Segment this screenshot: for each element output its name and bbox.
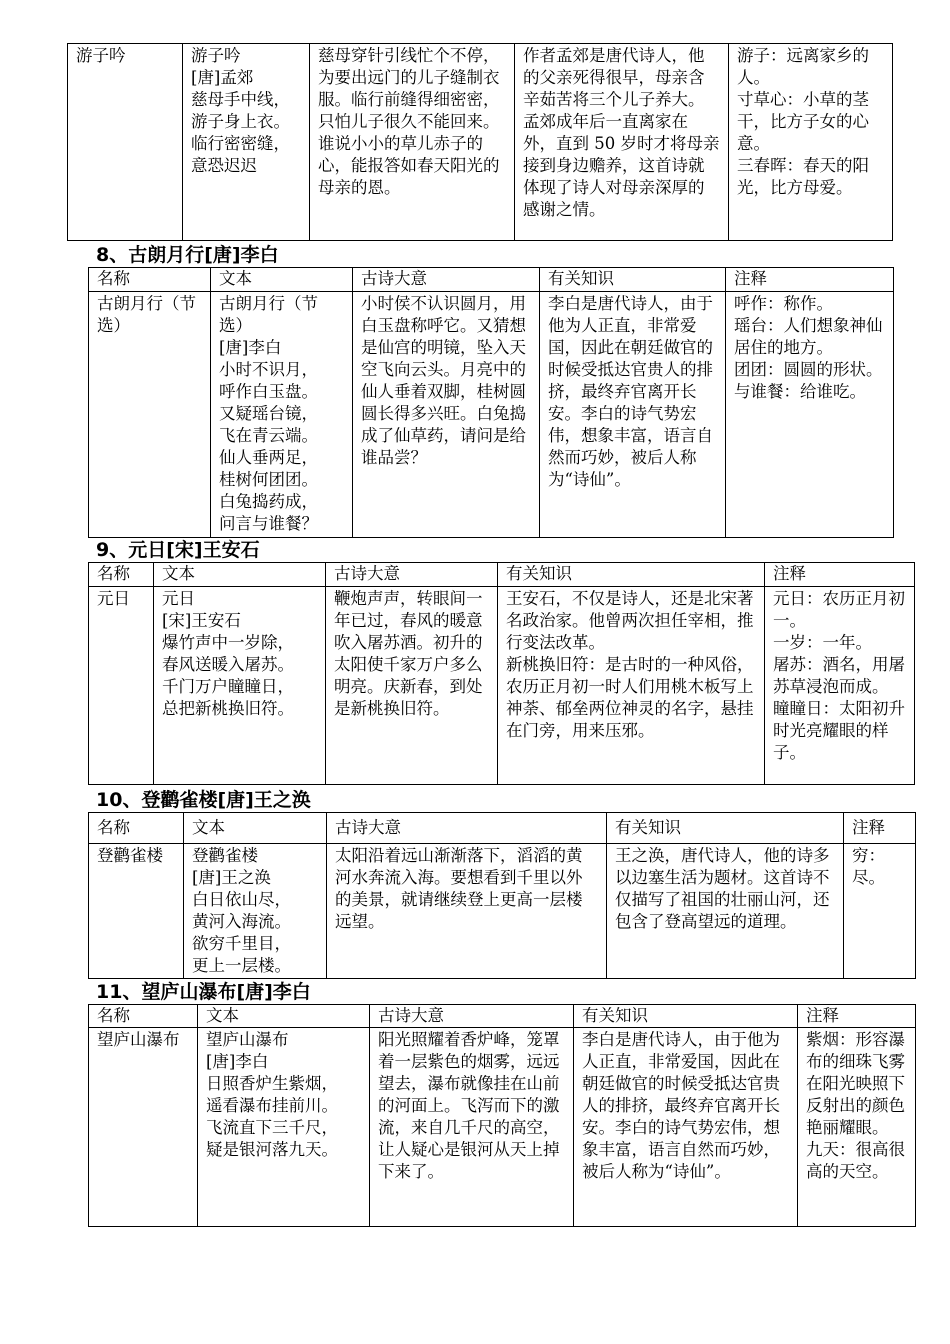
poem-name-cell: 登鹳雀楼 bbox=[89, 844, 184, 979]
column-header-text: 文本 bbox=[154, 563, 326, 587]
poem-text-cell: 元日 [宋]王安石 爆竹声中一岁除， 春风送暖入屠苏。 千门万户瞳瞳日， 总把新桃换旧符。 bbox=[154, 587, 326, 785]
table-row bbox=[89, 292, 894, 538]
poem-name-cell: 望庐山瀑布 bbox=[89, 1028, 198, 1227]
poem-table-youziyin bbox=[67, 43, 892, 241]
poem-meaning-cell: 鞭炮声声，转眼间一年已过，春风的暖意吹入屠苏酒。初升的太阳使千家万户多么明亮。庆新春，到处是新桃换旧符。 bbox=[326, 587, 498, 785]
poem-table bbox=[88, 562, 915, 785]
poem-name-cell: 古朗月行（节选） bbox=[89, 292, 211, 538]
column-header-knowledge: 有关知识 bbox=[607, 813, 844, 844]
poem-table bbox=[88, 812, 916, 979]
section-heading-10: 10、登鹳雀楼[唐]王之涣 bbox=[96, 789, 311, 811]
column-header-text: 文本 bbox=[184, 813, 327, 844]
column-header-notes: 注释 bbox=[798, 1005, 916, 1028]
poem-table-gulangyuexing bbox=[88, 267, 893, 538]
column-header-name: 名称 bbox=[89, 268, 211, 292]
poem-table-yuanri bbox=[88, 562, 914, 785]
column-header-name: 名称 bbox=[89, 813, 184, 844]
column-header-text: 文本 bbox=[198, 1005, 370, 1028]
table-header-row bbox=[89, 1005, 916, 1028]
column-header-meaning: 古诗大意 bbox=[370, 1005, 574, 1028]
column-header-knowledge: 有关知识 bbox=[540, 268, 726, 292]
poem-text-cell: 游子吟 [唐]孟郊 慈母手中线， 游子身上衣。 临行密密缝， 意恐迟迟 bbox=[183, 44, 310, 241]
poem-name-cell: 元日 bbox=[89, 587, 154, 785]
poem-meaning-cell: 阳光照耀着香炉峰，笼罩着一层紫色的烟雾，远远望去，瀑布就像挂在山前的河面上。飞泻而下的激流，来自几千尺的高空，让人疑心是银河从天上掉下来了。 bbox=[370, 1028, 574, 1227]
poem-table bbox=[88, 1004, 916, 1227]
poem-knowledge-cell: 李白是唐代诗人，由于他为人正直，非常爱国，因此在朝廷做官的时候受抵达官贵人的排挤，最终弃官离开长安。李白的诗气势宏伟，想象丰富，语言自然而巧妙，被后人称为“诗仙”。 bbox=[540, 292, 726, 538]
column-header-notes: 注释 bbox=[726, 268, 894, 292]
poem-meaning-cell: 太阳沿着远山渐渐落下，滔滔的黄河水奔流入海。要想看到千里以外的美景，就请继续登上更高一层楼远望。 bbox=[327, 844, 607, 979]
column-header-notes: 注释 bbox=[765, 563, 915, 587]
table-row bbox=[68, 44, 893, 241]
table-row bbox=[89, 1028, 916, 1227]
column-header-meaning: 古诗大意 bbox=[326, 563, 498, 587]
poem-text-cell: 望庐山瀑布 [唐]李白 日照香炉生紫烟， 遥看瀑布挂前川。 飞流直下三千尺， 疑是银河落九天。 bbox=[198, 1028, 370, 1227]
table-header-row bbox=[89, 268, 894, 292]
poem-text-cell: 古朗月行（节选） [唐]李白 小时不识月， 呼作白玉盘。 又疑瑶台镜， 飞在青云端。 仙人垂两足， 桂树何团团。 白兔捣药成， 问言与谁餐？ bbox=[211, 292, 353, 538]
poem-table-wanglushanpubu bbox=[88, 1004, 915, 1227]
poem-notes-cell: 呼作：称作。 瑶台：人们想象神仙居住的地方。 团团：圆圆的形状。 与谁餐：给谁吃。 bbox=[726, 292, 894, 538]
column-header-name: 名称 bbox=[89, 563, 154, 587]
column-header-knowledge: 有关知识 bbox=[498, 563, 765, 587]
poem-meaning-cell: 小时侯不认识圆月，用白玉盘称呼它。又猜想是仙宫的明镜，坠入天空飞向云头。月亮中的仙人垂着双脚，桂树圆圆长得多兴旺。白兔捣成了仙草药，请问是给谁品尝？ bbox=[353, 292, 540, 538]
table-row bbox=[89, 587, 915, 785]
column-header-meaning: 古诗大意 bbox=[327, 813, 607, 844]
poem-meaning-cell: 慈母穿针引线忙个不停，为要出远门的儿子缝制衣服。临行前缝得细密密，只怕儿子很久不能回来。谁说小小的草儿赤子的心，能报答如春天阳光的母亲的恩。 bbox=[310, 44, 515, 241]
poem-notes-cell: 游子：远离家乡的人。 寸草心：小草的茎干，比方子女的心意。 三春晖：春天的阳光，比方母爱。 bbox=[729, 44, 893, 241]
column-header-notes: 注释 bbox=[844, 813, 916, 844]
poem-notes-cell: 穷：尽。 bbox=[844, 844, 916, 979]
table-header-row bbox=[89, 563, 915, 587]
poem-table bbox=[88, 267, 894, 538]
poem-name-cell: 游子吟 bbox=[68, 44, 183, 241]
column-header-name: 名称 bbox=[89, 1005, 198, 1028]
section-heading-8: 8、古朗月行[唐]李白 bbox=[96, 244, 279, 266]
section-heading-11: 11、望庐山瀑布[唐]李白 bbox=[96, 981, 311, 1003]
poem-knowledge-cell: 作者孟郊是唐代诗人，他的父亲死得很早，母亲含辛茹苦将三个儿子养大。孟郊成年后一直离家在外，直到 50 岁时才将母亲接到身边赡养，这首诗就体现了诗人对母亲深厚的感谢之情。 bbox=[515, 44, 729, 241]
poem-table-dengguanquelou bbox=[88, 812, 915, 979]
column-header-text: 文本 bbox=[211, 268, 353, 292]
column-header-meaning: 古诗大意 bbox=[353, 268, 540, 292]
column-header-knowledge: 有关知识 bbox=[574, 1005, 798, 1028]
table-row bbox=[89, 844, 916, 979]
poem-table bbox=[67, 43, 893, 241]
poem-notes-cell: 元日：农历正月初一。 一岁：一年。 屠苏：酒名，用屠苏草浸泡而成。 瞳瞳日：太阳初升时光亮耀眼的样子。 bbox=[765, 587, 915, 785]
poem-text-cell: 登鹳雀楼 [唐]王之涣 白日依山尽， 黄河入海流。 欲穷千里目， 更上一层楼。 bbox=[184, 844, 327, 979]
poem-knowledge-cell: 王安石，不仅是诗人，还是北宋著名政治家。他曾两次担任宰相，推行变法改革。 新桃换旧符：是古时的一种风俗，农历正月初一时人们用桃木板写上神荼、郁垒两位神灵的名字，悬挂在门旁，用来压邪。 bbox=[498, 587, 765, 785]
table-header-row bbox=[89, 813, 916, 844]
poem-knowledge-cell: 李白是唐代诗人，由于他为人正直，非常爱国，因此在朝廷做官的时候受抵达官贵人的排挤，最终弃官离开长安。李白的诗气势宏伟，想象丰富，语言自然而巧妙，被后人称为“诗仙”。 bbox=[574, 1028, 798, 1227]
poem-knowledge-cell: 王之涣，唐代诗人，他的诗多以边塞生活为题材。这首诗不仅描写了祖国的壮丽山河，还包含了登高望远的道理。 bbox=[607, 844, 844, 979]
poem-notes-cell: 紫烟：形容瀑布的细珠飞雾在阳光映照下反射出的颜色艳丽耀眼。 九天：很高很高的天空。 bbox=[798, 1028, 916, 1227]
section-heading-9: 9、元日[宋]王安石 bbox=[96, 539, 260, 561]
